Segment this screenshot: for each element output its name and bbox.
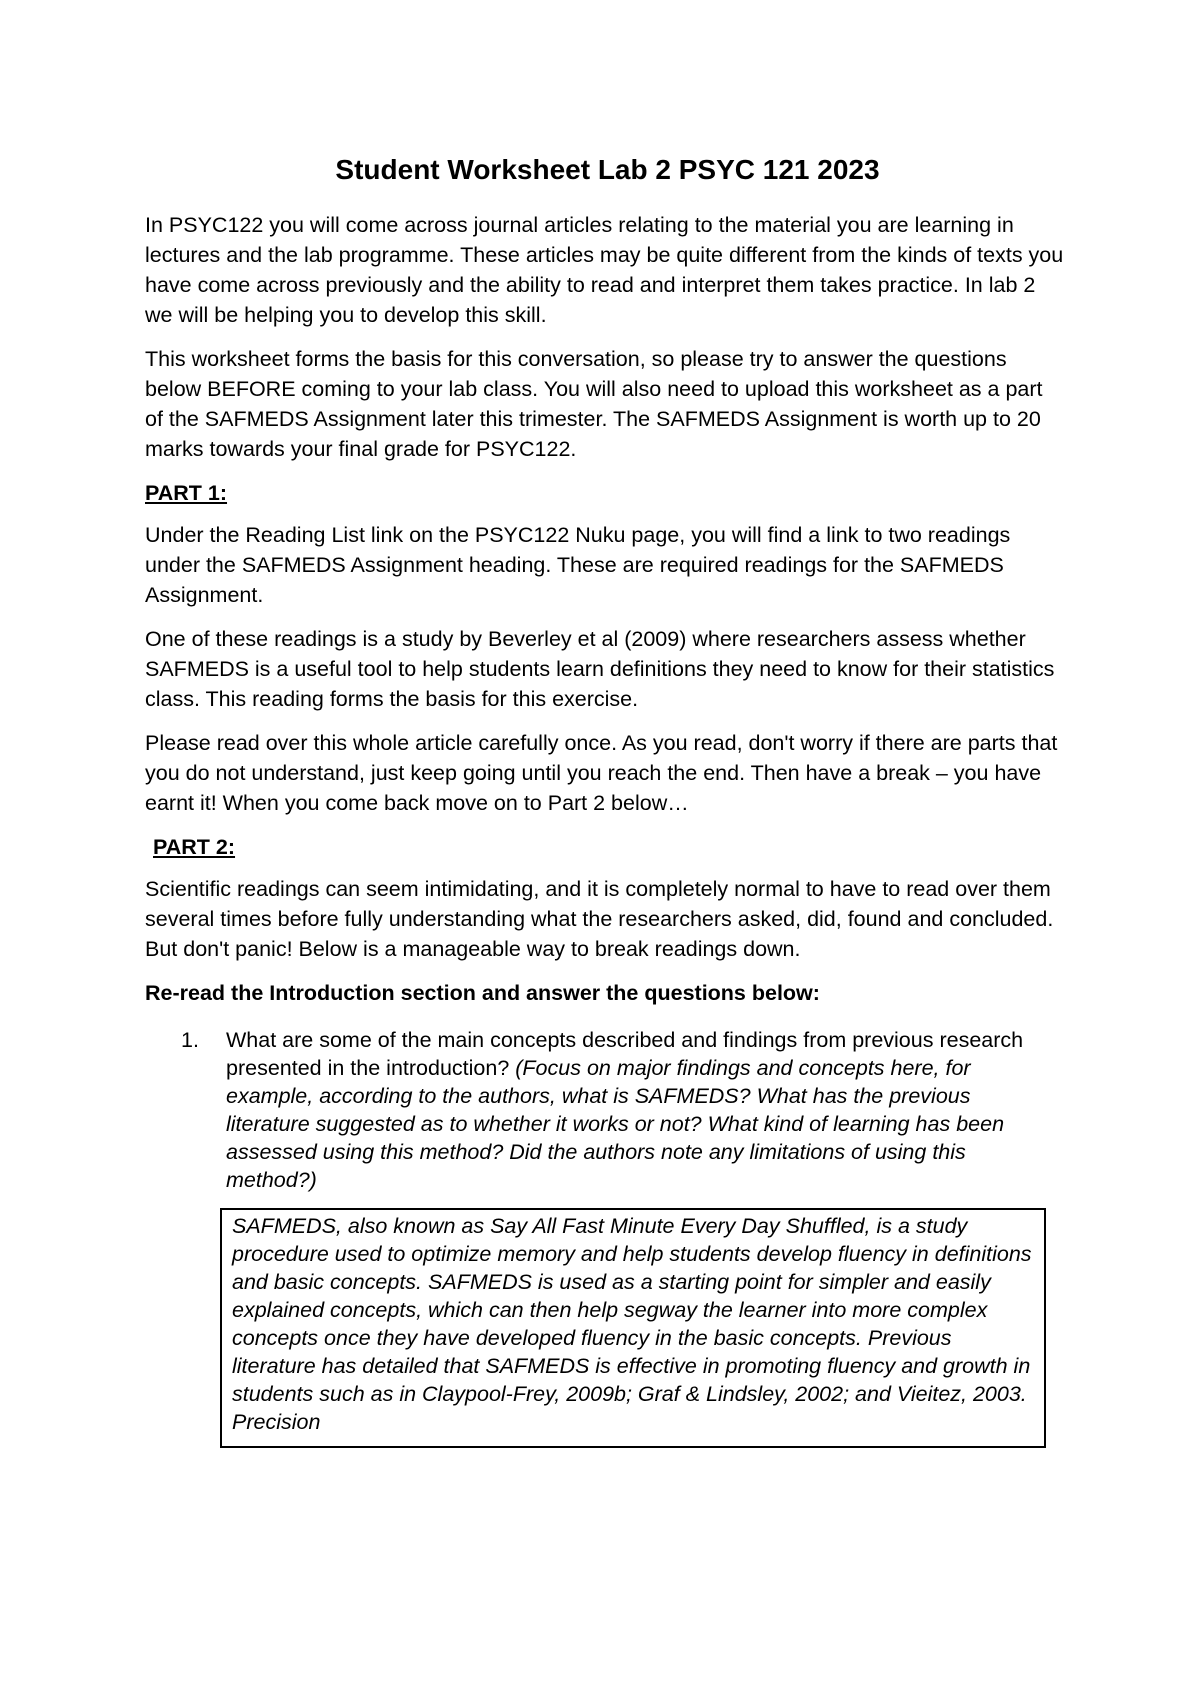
intro-paragraph-1: In PSYC122 you will come across journal articles relating to the material you are learning in lectures and the lab programme. These articles may be quite different from the kinds of texts you have come across previously and the ability to read and interpret them takes practice. In lab 2 we will be helping you to develop this skill.	[145, 213, 1064, 327]
question-hint: (Focus on major findings and concepts here, for example, according to the authors, what is SAFMEDS? What has the previous literature suggested as to whether it works or not? What kind of learning has been assessed using this method? Did the authors note any limitations of using this method?)	[226, 1056, 1005, 1192]
question-text	[226, 1026, 1065, 1194]
instruction-subheading: Re-read the Introduction section and answer the questions below:	[145, 981, 820, 1005]
part2-heading: PART 2:	[153, 835, 236, 859]
part2-paragraph-1: Scientific readings can seem intimidating, and it is completely normal to have to read over them several times before fully understanding what the researchers asked, did, found and concluded. But don't panic! Below is a manageable way to break readings down.	[145, 877, 1054, 961]
page-title: Student Worksheet Lab 2 PSYC 121 2023	[335, 154, 880, 185]
answer-text-box[interactable]: SAFMEDS, also known as Say All Fast Minute Every Day Shuffled, is a study procedure used to optimize memory and help students develop fluency in definitions and basic concepts. SAFMEDS is used as a starting point for simpler and easily explained concepts, which can then help segway the learner into more complex concepts once they have developed fluency in the basic concepts. Previous literature has detailed that SAFMEDS is effective in promoting fluency and growth in students such as in Claypool-Frey, 2009b; Graf & Lindsley, 2002; and Vieitez, 2003. Precision	[220, 1208, 1046, 1448]
part1-paragraph-2: One of these readings is a study by Beverley et al (2009) where researchers assess whether SAFMEDS is a useful tool to help students learn definitions they need to know for their statistics class. This reading forms the basis for this exercise.	[145, 627, 1055, 711]
part1-paragraph-3: Please read over this whole article carefully once. As you read, don't worry if there are parts that you do not understand, just keep going until you reach the end. Then have a break – you have earnt it! When you come back move on to Part 2 below…	[145, 731, 1058, 815]
question-number: 1.	[181, 1028, 199, 1052]
question-prompt: What are some of the main concepts described and findings from previous research presented in the introduction?	[226, 1028, 1024, 1080]
intro-paragraph-2: This worksheet forms the basis for this conversation, so please try to answer the questions below BEFORE coming to your lab class. You will also need to upload this worksheet as a part of the SAFMEDS Assignment later this trimester. The SAFMEDS Assignment is worth up to 20 marks towards your final grade for PSYC122.	[145, 347, 1043, 461]
part1-paragraph-1: Under the Reading List link on the PSYC122 Nuku page, you will find a link to two readings under the SAFMEDS Assignment heading. These are required readings for the SAFMEDS Assignment.	[145, 523, 1011, 607]
question-1	[145, 1026, 1065, 1194]
worksheet-page	[145, 150, 1065, 1448]
part1-heading: PART 1:	[145, 481, 228, 505]
